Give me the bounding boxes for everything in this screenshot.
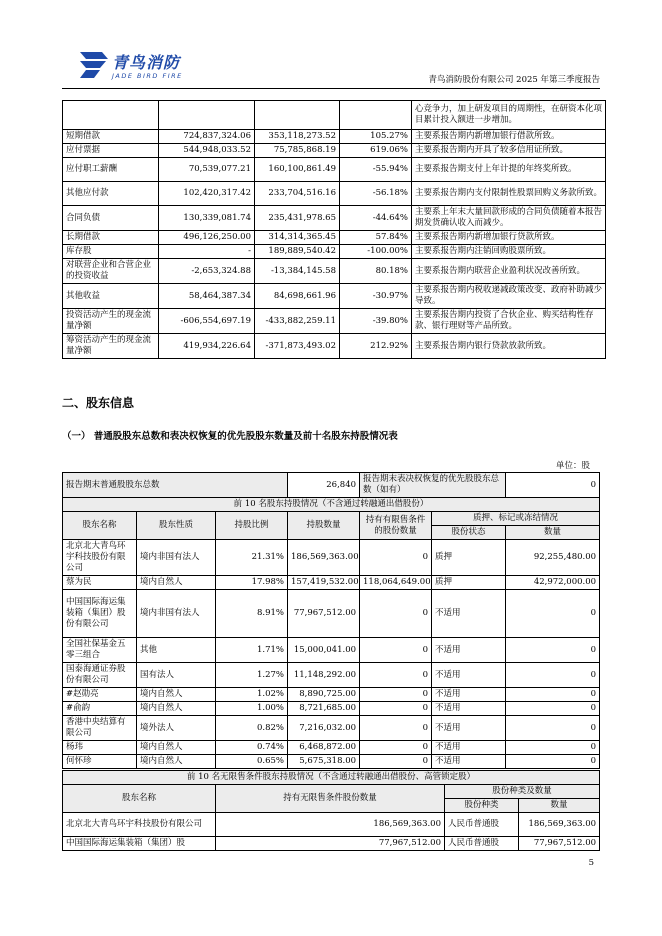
reason-cell: 主要系报告期内投资了合伙企业、购买结构性存款、银行理财等产品所致。 [412,309,606,334]
change-rate-cell: 105.27% [340,130,412,144]
col-header-u-kind: 股份种类 [445,799,519,813]
holder-restricted-cell: 0 [360,755,432,769]
table-row [63,158,606,182]
holder-restricted-cell: 0 [360,638,432,663]
holder-qty-cell: 5,675,318.00 [288,755,360,769]
item-cell: 其他收益 [63,284,159,309]
holder-name-cell: 何怀珍 [63,755,137,769]
previous-value-cell: 160,100,861.49 [255,158,340,182]
holder-pledge-qty-cell: 42,972,000.00 [506,576,600,590]
holder-nature-cell: 境内自然人 [137,755,216,769]
holder-ratio-cell: 0.65% [216,755,288,769]
col-header-ratio: 持股比例 [216,512,288,540]
total-holders-value: 26,840 [288,473,360,498]
holder-name-cell: 北京北大青鸟环宇科技股份有限公司 [63,540,137,576]
reason-cell: 主要系报告期内注销回购股票所致。 [412,245,606,259]
item-cell: 对联营企业和合营企业的投资收益 [63,259,159,284]
item-cell: 库存股 [63,245,159,259]
financial-changes-table [62,100,606,359]
holder-qty-cell: 157,419,532.00 [288,576,360,590]
current-value-cell: 70,539,077.21 [159,158,255,182]
previous-value-cell: -433,882,259.11 [255,309,340,334]
holder-restricted-cell: 0 [360,590,432,638]
reason-cell: 主要系报告期内开具了较多信用证所致。 [412,144,606,158]
current-value-cell: 544,948,033.52 [159,144,255,158]
holder-restricted-cell: 0 [360,741,432,755]
holder-nature-cell: 境内非国有法人 [137,540,216,576]
table-row [63,284,606,309]
previous-value-cell: 314,314,365.45 [255,231,340,245]
previous-value-cell: 353,118,273.52 [255,130,340,144]
change-rate-cell: -56.18% [340,182,412,206]
holder-ratio-cell: 1.27% [216,663,288,688]
change-rate-cell: 212.92% [340,334,412,359]
holder-pledge-status-cell: 不适用 [432,716,506,741]
table-row [63,716,600,741]
holder-nature-cell: 境内自然人 [137,576,216,590]
holder-ratio-cell: 1.71% [216,638,288,663]
section-subtitle: （一） 普通股股东总数和表决权恢复的优先股股东数量及前十名股东持股情况表 [62,431,398,442]
unrestricted-holders-table [62,770,600,851]
table-row [63,755,600,769]
table-row [63,663,600,688]
holder-ratio-cell: 8.91% [216,590,288,638]
table-row [63,540,600,576]
table-row [63,590,600,638]
holder-pledge-qty-cell: 0 [506,663,600,688]
holder-pledge-status-cell: 不适用 [432,663,506,688]
holder-nature-cell: 境内自然人 [137,741,216,755]
change-rate-cell [340,101,412,130]
change-rate-cell: 57.84% [340,231,412,245]
holder-name-cell: 蔡为民 [63,576,137,590]
logo-english-name: JADE BIRD FIRE [112,72,183,80]
holder-qty-cell: 7,216,032.00 [288,716,360,741]
col-header-u-type: 股份种类及数量 [445,785,600,799]
report-header-title: 青鸟消防股份有限公司 2025 年第三季度报告 [428,75,600,85]
holder-ratio-cell: 1.00% [216,702,288,716]
holder-name-cell: 香港中央结算有限公司 [63,716,137,741]
holder-qty-cell: 8,721,685.00 [288,702,360,716]
holder-nature-cell: 境内自然人 [137,688,216,702]
table-row [63,837,600,851]
total-holders-label: 报告期末普通股股东总数 [63,473,288,498]
item-cell: 短期借款 [63,130,159,144]
reason-cell: 主要系上年末大量回款形成的合同负债随着本报告期发货确认收入而减少。 [412,206,606,231]
reason-cell: 心竞争力，加上研发项目的周期性，在研资本化项目累计投入额进一步增加。 [412,101,606,130]
holder-pledge-qty-cell: 0 [506,702,600,716]
section-title: 二、股东信息 [62,396,135,410]
change-rate-cell: -39.80% [340,309,412,334]
item-cell: 应付票据 [63,144,159,158]
u-holder-qty-cell: 186,569,363.00 [216,813,445,837]
holder-restricted-cell: 0 [360,540,432,576]
holder-pledge-qty-cell: 0 [506,741,600,755]
holder-pledge-qty-cell: 0 [506,716,600,741]
previous-value-cell: 235,431,978.65 [255,206,340,231]
holder-name-cell: #赵勋亮 [63,688,137,702]
table-row [63,309,606,334]
col-header-nature: 股东性质 [137,512,216,540]
previous-value-cell: 75,785,868.19 [255,144,340,158]
previous-value-cell: -13,384,145.58 [255,259,340,284]
holder-ratio-cell: 0.74% [216,741,288,755]
u-holder-kind-qty-cell: 77,967,512.00 [519,837,600,851]
holder-name-cell: #俞韵 [63,702,137,716]
item-cell: 投资活动产生的现金流量净额 [63,309,159,334]
holder-name-cell: 杨玮 [63,741,137,755]
holder-nature-cell: 其他 [137,638,216,663]
current-value-cell: 419,934,226.64 [159,334,255,359]
jade-bird-logo-icon [78,50,110,80]
table-row [63,576,600,590]
holder-qty-cell: 8,890,725.00 [288,688,360,702]
holder-pledge-qty-cell: 92,255,480.00 [506,540,600,576]
col-header-name: 股东名称 [63,512,137,540]
u-holder-name-cell: 北京北大青鸟环宇科技股份有限公司 [63,813,216,837]
holder-pledge-status-cell: 不适用 [432,638,506,663]
col-header-qty: 持股数量 [288,512,360,540]
item-cell: 应付职工薪酬 [63,158,159,182]
holder-nature-cell: 境内非国有法人 [137,590,216,638]
previous-value-cell: 189,889,540.42 [255,245,340,259]
reason-cell: 主要系报告期内税收递减政策改变、政府补助减少导致。 [412,284,606,309]
holder-pledge-status-cell: 不适用 [432,741,506,755]
table-row [63,813,600,837]
holder-name-cell: 中国国际海运集装箱（集团）股份有限公司 [63,590,137,638]
holder-pledge-status-cell: 质押 [432,540,506,576]
col-header-pledge-qty: 数量 [506,526,600,540]
col-header-pledge: 质押、标记或冻结情况 [432,512,600,526]
holder-ratio-cell: 17.98% [216,576,288,590]
holder-nature-cell: 境外法人 [137,716,216,741]
col-header-restricted: 持有有限售条件的股份数量 [360,512,432,540]
change-rate-cell: -100.00% [340,245,412,259]
u-holder-qty-cell: 77,967,512.00 [216,837,445,851]
current-value-cell: 724,837,324.06 [159,130,255,144]
u-holder-kind-cell: 人民币普通股 [445,837,519,851]
change-rate-cell: 80.18% [340,259,412,284]
table-row [63,334,606,359]
logo-chinese-name: 青鸟消防 [112,53,181,72]
holder-pledge-status-cell: 不适用 [432,702,506,716]
table-row [63,688,600,702]
item-cell [63,101,159,130]
holder-qty-cell: 77,967,512.00 [288,590,360,638]
top10-shareholders-table [62,472,600,769]
item-cell: 长期借款 [63,231,159,245]
holder-pledge-status-cell: 不适用 [432,755,506,769]
unrestricted-title: 前 10 名无限售条件股东持股情况（不含通过转融通出借股份、高管锁定股） [63,771,600,785]
reason-cell: 主要系报告期支付上年计提的年终奖所致。 [412,158,606,182]
table-row [63,259,606,284]
page-number: 5 [588,858,594,868]
col-header-u-kind-qty: 数量 [519,799,600,813]
holder-restricted-cell: 0 [360,702,432,716]
table-row [63,206,606,231]
current-value-cell: -606,554,697.19 [159,309,255,334]
u-holder-kind-cell: 人民币普通股 [445,813,519,837]
current-value-cell: 58,464,387.34 [159,284,255,309]
holder-qty-cell: 11,148,292.00 [288,663,360,688]
previous-value-cell: -371,873,493.02 [255,334,340,359]
current-value-cell: 496,126,250.00 [159,231,255,245]
table-row [63,231,606,245]
change-rate-cell: -30.97% [340,284,412,309]
company-logo [78,48,218,84]
holder-name-cell: 全国社保基金五零三组合 [63,638,137,663]
unit-label: 单位：股 [555,461,590,471]
item-cell: 其他应付款 [63,182,159,206]
holder-ratio-cell: 1.02% [216,688,288,702]
reason-cell: 主要系报告期内银行贷款放款所致。 [412,334,606,359]
change-rate-cell: -55.94% [340,158,412,182]
holder-restricted-cell: 0 [360,663,432,688]
item-cell: 筹资活动产生的现金流量净额 [63,334,159,359]
reason-cell: 主要系报告期内联营企业盈利状况改善所致。 [412,259,606,284]
u-holder-kind-qty-cell: 186,569,363.00 [519,813,600,837]
col-header-u-qty: 持有无限售条件股份数量 [216,785,445,813]
top10-title: 前 10 名股东持股情况（不含通过转融通出借股份） [63,498,600,512]
holder-pledge-qty-cell: 0 [506,638,600,663]
holder-pledge-status-cell: 质押 [432,576,506,590]
holder-name-cell: 国泰海通证券股份有限公司 [63,663,137,688]
table-row [63,638,600,663]
holder-pledge-status-cell: 不适用 [432,688,506,702]
table-row [63,101,606,130]
item-cell: 合同负债 [63,206,159,231]
holder-nature-cell: 国有法人 [137,663,216,688]
current-value-cell [159,101,255,130]
table-row [63,182,606,206]
change-rate-cell: -44.64% [340,206,412,231]
previous-value-cell: 84,698,661.96 [255,284,340,309]
previous-value-cell: 233,704,516.16 [255,182,340,206]
current-value-cell: 130,339,081.74 [159,206,255,231]
previous-value-cell [255,101,340,130]
header-divider [62,88,600,89]
col-header-u-name: 股东名称 [63,785,216,813]
current-value-cell: 102,420,317.42 [159,182,255,206]
pref-holders-value: 0 [506,473,600,498]
pref-holders-label: 报告期末表决权恢复的优先股股东总数（如有） [360,473,506,498]
holder-ratio-cell: 0.82% [216,716,288,741]
table-row [63,144,606,158]
current-value-cell: -2,653,324.88 [159,259,255,284]
holder-nature-cell: 境内自然人 [137,702,216,716]
holder-restricted-cell: 118,064,649.00 [360,576,432,590]
reason-cell: 主要系报告期内新增加银行贷款所致。 [412,231,606,245]
reason-cell: 主要系报告期内新增加银行借款所致。 [412,130,606,144]
reason-cell: 主要系报告期内支付限制性股票回购义务款所致。 [412,182,606,206]
change-rate-cell: 619.06% [340,144,412,158]
u-holder-name-cell: 中国国际海运集装箱（集团）股 [63,837,216,851]
holder-pledge-qty-cell: 0 [506,755,600,769]
holder-restricted-cell: 0 [360,716,432,741]
table-row [63,741,600,755]
holder-qty-cell: 6,468,872.00 [288,741,360,755]
col-header-pledge-status: 股份状态 [432,526,506,540]
table-row [63,702,600,716]
current-value-cell: - [159,245,255,259]
holder-pledge-qty-cell: 0 [506,590,600,638]
table-row [63,130,606,144]
holder-ratio-cell: 21.31% [216,540,288,576]
holder-restricted-cell: 0 [360,688,432,702]
holder-qty-cell: 15,000,041.00 [288,638,360,663]
holder-pledge-status-cell: 不适用 [432,590,506,638]
holder-pledge-qty-cell: 0 [506,688,600,702]
table-row [63,245,606,259]
holder-qty-cell: 186,569,363.00 [288,540,360,576]
